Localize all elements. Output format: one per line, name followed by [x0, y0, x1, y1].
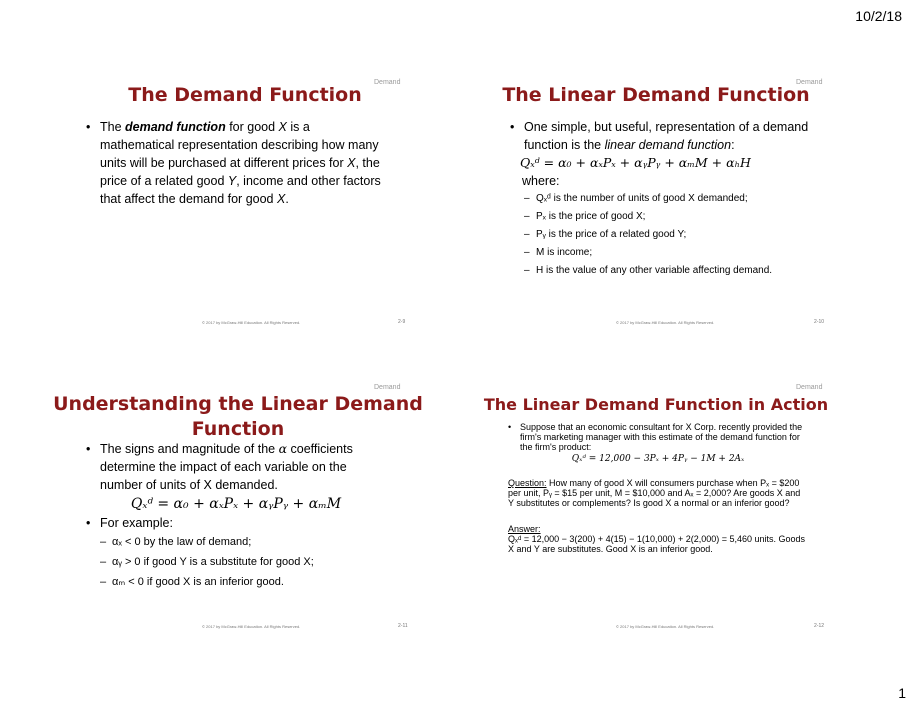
slide-body: [510, 118, 810, 280]
definition-item: – Qₓᵈ is the number of units of good X demanded;: [524, 190, 810, 208]
title-line: Function: [191, 418, 285, 440]
question-text: Question: How many of good X will consumers purchase when Pₓ = $200 per unit, Pᵧ = $15 per unit, M = $10,000 and Aₓ = 2,000? Are goods X and Y substitutes or complements? Is good X a normal or an inferior good?: [508, 478, 801, 508]
answer-label: Answer:: [508, 524, 541, 534]
slide-title: [30, 392, 446, 442]
slide-title: The Linear Demand Function in Action: [483, 395, 829, 414]
slide-title: The Linear Demand Function: [502, 84, 810, 106]
slide-footer: © 2017 by McGraw-Hill Education. All Rights Reserved.: [616, 320, 715, 325]
definition-item: – M is income;: [524, 244, 810, 262]
slide-body: [86, 118, 382, 208]
slide-tag: Demand: [374, 79, 401, 86]
bullet-text: • The demand function for good X is a mathematical representation describing how many units will be purchased at different prices for X, the price of a related good Y, income and other factors that affect the demand for good X.: [86, 118, 382, 208]
equation: Qₓᵈ = 12,000 − 3Pₓ + 4Pᵧ − 1M + 2Aₓ: [571, 454, 745, 464]
slide-tag: Demand: [374, 384, 401, 391]
where-label: where:: [522, 174, 560, 188]
slide-number: 2-11: [398, 623, 408, 629]
example-item: – αₘ < 0 if good X is an inferior good.: [100, 572, 386, 592]
slide-linear-demand-function: [466, 70, 906, 390]
definition-item: – Pₓ is the price of good X;: [524, 208, 810, 226]
slide-tag: Demand: [796, 79, 823, 86]
example-item: – αᵧ > 0 if good Y is a substitute for good X;: [100, 552, 386, 572]
bullet-text: • For example:: [86, 514, 386, 532]
slide-body: [508, 422, 808, 554]
slide-linear-demand-in-action: [466, 378, 906, 698]
page-date: 10/2/18: [855, 8, 902, 24]
slide-number: 2-12: [814, 623, 825, 629]
slide-number: 2-10: [814, 319, 825, 325]
definition-item: – Pᵧ is the price of a related good Y;: [524, 226, 810, 244]
definition-item: – H is the value of any other variable affecting demand.: [524, 262, 810, 280]
page-number: 1: [898, 685, 906, 701]
slide-understanding-linear-demand: [30, 378, 470, 698]
slide-demand-function: [30, 70, 470, 390]
bullet-text: • One simple, but useful, representation of a demand function is the linear demand function:: [510, 118, 810, 154]
slide-tag: Demand: [796, 384, 823, 391]
slide-footer: © 2017 by McGraw-Hill Education. All Rights Reserved.: [202, 320, 301, 325]
slide-title: The Demand Function: [128, 84, 362, 106]
slide-footer: © 2017 by McGraw-Hill Education. All Rights Reserved.: [202, 624, 301, 629]
bullet-text: • The signs and magnitude of the α coefficients determine the impact of each variable on the number of units of X demanded.: [86, 440, 386, 494]
bullet-text: • Suppose that an economic consultant for X Corp. recently provided the firm's marketing manager with this estimate of the demand function for the firm's product:: [508, 422, 808, 452]
title-line: Understanding the Linear Demand: [53, 393, 423, 415]
example-item: – αₓ < 0 by the law of demand;: [100, 532, 386, 552]
slide-number: 2-9: [398, 319, 406, 325]
answer-text: Qₓᵈ = 12,000 − 3(200) + 4(15) − 1(10,000) + 2(2,000) = 5,460 units. Goods X and Y are substitutes. Good X is an inferior good.: [508, 534, 806, 554]
equation: Qₓᵈ = α₀ + αₓPₓ + αᵧPᵧ + αₘM: [130, 496, 342, 512]
slide-footer: © 2017 by McGraw-Hill Education. All Rights Reserved.: [616, 624, 715, 629]
slide-body: [86, 440, 386, 592]
equation: Qₓᵈ = α₀ + αₓPₓ + αᵧPᵧ + αₘM + αₕH: [520, 155, 751, 170]
